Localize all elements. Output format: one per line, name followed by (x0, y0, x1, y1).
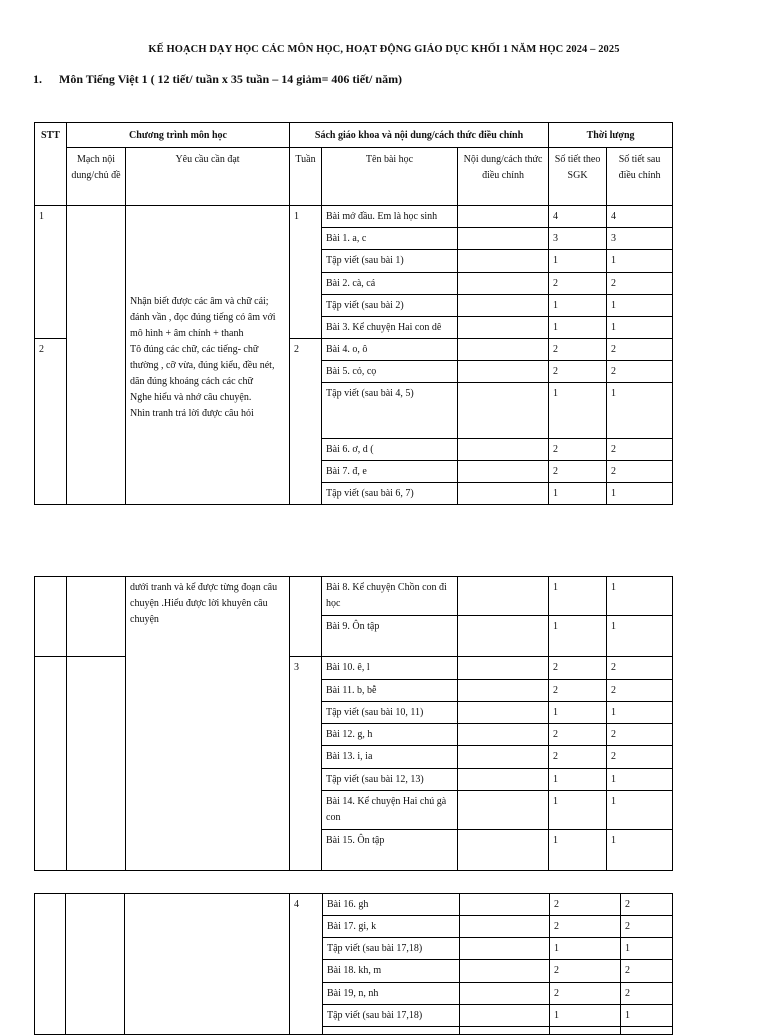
adjust-cell (458, 680, 549, 702)
adjust-cell (458, 206, 549, 228)
adjust-cell (458, 339, 549, 361)
after-cell: 2 (621, 983, 673, 1005)
lesson-cell: Bài 13. i, ia (322, 746, 458, 769)
after-cell: 2 (621, 960, 673, 983)
after-cell: 1 (607, 295, 673, 317)
lesson-cell: Bài 5. cỏ, cọ (322, 361, 458, 383)
week-cell (290, 577, 322, 657)
header-after: Số tiết sau điều chỉnh (607, 148, 673, 206)
strand-cell (67, 206, 126, 505)
lesson-cell: Tập viết (sau bài 10, 11) (322, 702, 458, 724)
sgk-cell: 2 (550, 960, 621, 983)
sgk-cell: 2 (549, 724, 607, 746)
after-cell: 2 (607, 724, 673, 746)
lesson-cell: Tập viết (sau bài 6, 7) (322, 483, 458, 505)
lesson-cell: Bài 16. gh (323, 894, 460, 916)
adjust-cell (458, 746, 549, 769)
after-cell: 2 (621, 894, 673, 916)
requirement-cell: Nhận biết được các âm và chữ cái; đánh vần , đọc đúng tiếng có âm với mô hình + âm chính + thanh Tô đúng các chữ, các tiếng- chữ thường , cỡ vừa, đúng kiểu, đều nét, dãn đúng khoảng cách các chữ Nghe hiểu và nhớ câu chuyện. Nhìn tranh trả lời được câu hỏi (126, 206, 290, 505)
adjust-cell (460, 916, 550, 938)
sgk-cell: 1 (549, 383, 607, 439)
adjust-cell (458, 273, 549, 295)
after-cell: 2 (607, 746, 673, 769)
after-cell: 2 (607, 680, 673, 702)
lesson-cell: Bài 1. a, c (322, 228, 458, 250)
adjust-cell (458, 461, 549, 483)
after-cell: 2 (607, 439, 673, 461)
sgk-cell: 4 (549, 206, 607, 228)
lesson-cell: Tập viết (sau bài 2) (322, 295, 458, 317)
after-cell: 2 (607, 461, 673, 483)
lesson-cell: Bài mở đầu. Em là học sinh (322, 206, 458, 228)
after-cell: 1 (607, 317, 673, 339)
lesson-cell: Bài 6. ơ, d ( (322, 439, 458, 461)
lesson-cell: Bài 8. Kể chuyện Chồn con đi học (322, 577, 458, 616)
week-cell: 1 (290, 206, 322, 339)
lesson-cell: Bài 10. ê, l (322, 657, 458, 680)
adjust-cell (458, 250, 549, 273)
adjust-cell (458, 361, 549, 383)
lesson-cell: Bài 11. b, bễ (322, 680, 458, 702)
stt-cell: 2 (35, 339, 67, 505)
header-lesson: Tên bài học (322, 148, 458, 206)
adjust-cell (458, 577, 549, 616)
after-cell: 2 (607, 361, 673, 383)
lesson-cell: Bài 9. Ôn tập (322, 616, 458, 657)
after-cell: 4 (607, 206, 673, 228)
sgk-cell: 1 (549, 702, 607, 724)
after-cell: 3 (607, 228, 673, 250)
sgk-cell: 2 (550, 983, 621, 1005)
sgk-cell: 1 (549, 791, 607, 830)
sgk-cell (550, 1027, 621, 1035)
adjust-cell (460, 938, 550, 960)
lesson-cell: Bài 19, n, nh (323, 983, 460, 1005)
stt-cell: 1 (35, 206, 67, 339)
sgk-cell: 1 (549, 250, 607, 273)
lesson-cell: Bài 15. Ôn tập (322, 830, 458, 871)
adjust-cell (458, 616, 549, 657)
after-cell: 1 (621, 938, 673, 960)
adjust-cell (458, 830, 549, 871)
sgk-cell: 1 (549, 295, 607, 317)
sgk-cell: 2 (549, 361, 607, 383)
lesson-cell: Tập viết (sau bài 12, 13) (322, 769, 458, 791)
lesson-cell: Bài 3. Kể chuyện Hai con dê (322, 317, 458, 339)
after-cell: 2 (607, 273, 673, 295)
after-cell: 1 (607, 383, 673, 439)
header-strand: Mạch nội dung/chủ đề (67, 148, 126, 206)
adjust-cell (458, 228, 549, 250)
adjust-cell (460, 960, 550, 983)
adjust-cell (458, 317, 549, 339)
lesson-cell: Bài 4. o, ô (322, 339, 458, 361)
lesson-cell: Bài 12. g, h (322, 724, 458, 746)
sgk-cell: 2 (549, 746, 607, 769)
after-cell: 1 (607, 577, 673, 616)
header-adjust: Nội dung/cách thức điều chỉnh (458, 148, 549, 206)
sgk-cell: 1 (550, 1005, 621, 1027)
lesson-cell: Tập viết (sau bài 17,18) (323, 938, 460, 960)
lesson-cell: Bài 18. kh, m (323, 960, 460, 983)
lesson-cell: Bài 17. gi, k (323, 916, 460, 938)
sgk-cell: 2 (549, 680, 607, 702)
sgk-cell: 2 (550, 916, 621, 938)
after-cell: 1 (607, 830, 673, 871)
adjust-cell (458, 657, 549, 680)
adjust-cell (460, 894, 550, 916)
sgk-cell: 1 (549, 317, 607, 339)
section-title: Môn Tiếng Việt 1 ( 12 tiết/ tuần x 35 tuần – 14 giảm= 406 tiết/ năm) (59, 72, 403, 86)
strand-cell (67, 577, 126, 657)
lesson-cell: Bài 2. cà, cá (322, 273, 458, 295)
after-cell: 2 (607, 339, 673, 361)
adjust-cell (460, 1005, 550, 1027)
adjust-cell (458, 791, 549, 830)
lesson-cell: Tập viết (sau bài 4, 5) (322, 383, 458, 439)
sgk-cell: 2 (549, 339, 607, 361)
section-number: 1. (33, 72, 42, 86)
after-cell: 1 (607, 616, 673, 657)
document-title: KẾ HOẠCH DẠY HỌC CÁC MÔN HỌC, HOẠT ĐỘNG GIÁO DỤC KHỐI 1 NĂM HỌC 2024 – 2025 (148, 44, 620, 55)
sgk-cell: 2 (549, 439, 607, 461)
stt-cell (35, 657, 67, 871)
adjust-cell (460, 983, 550, 1005)
header-requirement: Yêu cầu cần đạt (126, 148, 290, 206)
sgk-cell: 1 (550, 938, 621, 960)
sgk-cell: 2 (549, 461, 607, 483)
header-stt: STT (35, 123, 67, 206)
stt-cell (35, 577, 67, 657)
sgk-cell: 1 (549, 616, 607, 657)
after-cell: 2 (607, 657, 673, 680)
sgk-cell: 2 (549, 657, 607, 680)
section-heading (33, 72, 402, 87)
plan-table-3 (34, 893, 673, 1035)
strand-cell (66, 894, 125, 1035)
adjust-cell (458, 702, 549, 724)
after-cell: 1 (607, 250, 673, 273)
after-cell: 1 (607, 769, 673, 791)
after-cell: 1 (607, 483, 673, 505)
sgk-cell: 1 (549, 577, 607, 616)
week-cell: 4 (290, 894, 323, 1035)
sgk-cell: 2 (549, 273, 607, 295)
header-duration: Thời lượng (549, 123, 673, 148)
after-cell: 1 (607, 702, 673, 724)
lesson-cell: Tập viết (sau bài 1) (322, 250, 458, 273)
strand-cell (67, 657, 126, 871)
sgk-cell: 1 (549, 769, 607, 791)
adjust-cell (458, 483, 549, 505)
header-sgk: Số tiết theo SGK (549, 148, 607, 206)
sgk-cell: 1 (549, 830, 607, 871)
header-week: Tuần (290, 148, 322, 206)
adjust-cell (458, 383, 549, 439)
sgk-cell: 2 (550, 894, 621, 916)
plan-table-2 (34, 576, 673, 871)
lesson-cell: Bài 14. Kể chuyện Hai chú gà con (322, 791, 458, 830)
week-cell: 3 (290, 657, 322, 871)
lesson-cell: Tập viết (sau bài 17,18) (323, 1005, 460, 1027)
after-cell: 1 (607, 791, 673, 830)
stt-cell (35, 894, 66, 1035)
after-cell: 1 (621, 1005, 673, 1027)
adjust-cell (458, 439, 549, 461)
header-textbook: Sách giáo khoa và nội dung/cách thức điều chỉnh (290, 123, 549, 148)
adjust-cell (458, 295, 549, 317)
adjust-cell (460, 1027, 550, 1035)
sgk-cell: 3 (549, 228, 607, 250)
sgk-cell: 1 (549, 483, 607, 505)
lesson-cell (323, 1027, 460, 1035)
week-cell: 2 (290, 339, 322, 505)
after-cell: 2 (621, 916, 673, 938)
after-cell (621, 1027, 673, 1035)
requirement-cell (125, 894, 290, 1035)
requirement-cell: dưới tranh và kể được từng đoạn câu chuyện .Hiểu được lời khuyên câu chuyện (126, 577, 290, 871)
lesson-cell: Bài 7. đ, e (322, 461, 458, 483)
plan-table-1 (34, 122, 673, 505)
adjust-cell (458, 769, 549, 791)
header-program: Chương trình môn học (67, 123, 290, 148)
adjust-cell (458, 724, 549, 746)
